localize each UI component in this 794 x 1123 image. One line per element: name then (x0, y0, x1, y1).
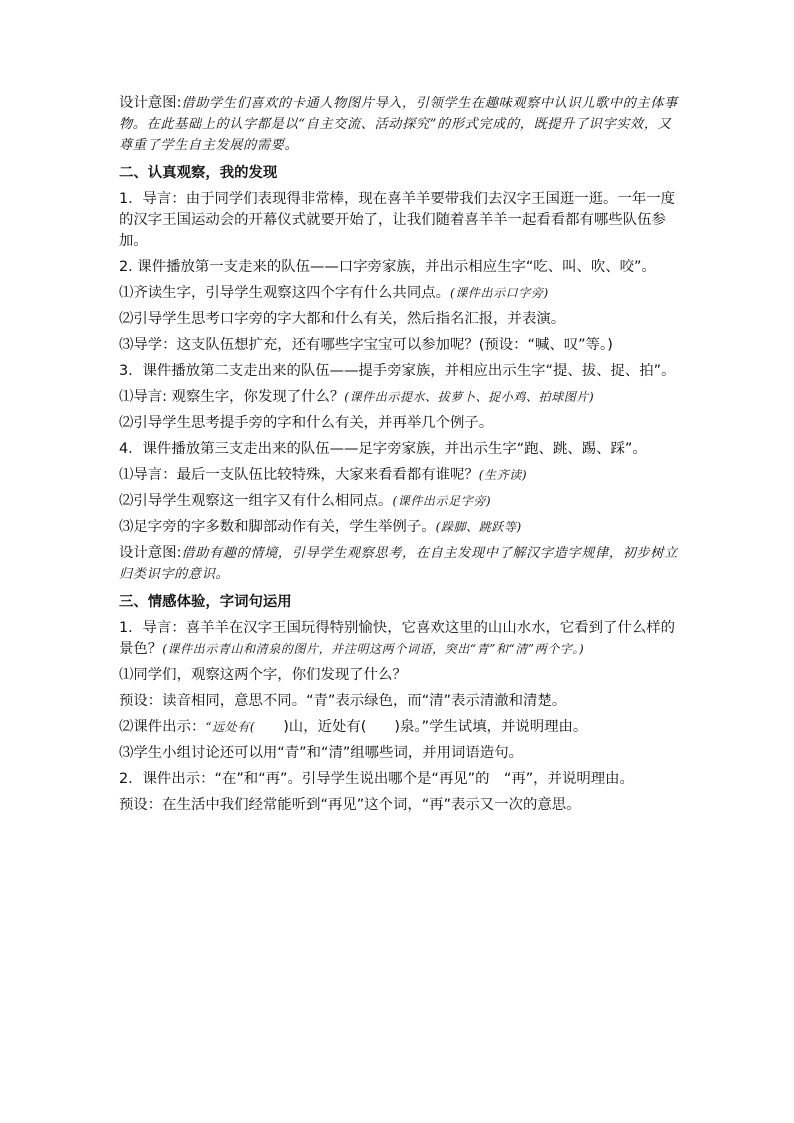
section-heading-2: 二、认真观察，我的发现 (119, 165, 278, 181)
list-item-text: ⑴导言：最后一支队伍比较特殊，大家来看看都有谁呢？ (119, 467, 479, 483)
design-intent-label: 设计意图: (119, 95, 182, 111)
list-item-note: (课件出示提水、拔萝卜、捉小鸡、拍球图片) (344, 390, 595, 404)
paragraph (119, 618, 679, 660)
preset-answer: 预设：在生活中我们经常能听到“再见”这个词，“再”表示又一次的意思。 (119, 797, 581, 813)
fill-blank-text: “远处有( (205, 720, 256, 734)
list-item (119, 491, 679, 512)
document-page (119, 93, 679, 816)
list-item-note: (课件出示口字旁) (450, 286, 549, 300)
paragraph-text: 1．导言：喜羊羊在汉字王国玩得特别愉快，它喜欢这里的山山水水，它看到了什么样的景色？ (119, 620, 676, 657)
list-item: ⑵引导学生思考口字旁的字大都和什么有关，然后指名汇报，并表演。 (119, 311, 566, 327)
design-intent-text: 借助学生们喜欢的卡通人物图片导入，引领学生在趣味观察中认识儿歌中的主体事物。在此基础上的认字都是以“自主交流、活动探究”的形式完成的，既提升了识字实效，又尊重了学生自主发展的需要。 (119, 96, 678, 153)
design-intent-1 (119, 93, 679, 156)
list-item (119, 465, 679, 486)
list-item: ⑶学生小组讨论还可以用“青”和“清”组哪些词，并用词语造句。 (119, 745, 523, 761)
list-item-text: ⑵课件出示： (119, 719, 206, 735)
list-item-text: ⑴导言: 观察生字，你发现了什么？ (119, 389, 345, 405)
list-item (119, 717, 679, 738)
list-item-text: ⑴齐读生字，引导学生观察这四个字有什么共同点。 (119, 285, 450, 301)
list-item-note: (课件出示足字旁) (392, 494, 492, 508)
list-item-text: ⑵引导学生观察这一组字又有什么相同点。 (119, 493, 393, 509)
list-item-note: (跺脚、跳跃等) (435, 520, 522, 534)
paragraph: 3．课件播放第二支走出来的队伍——提手旁家族，并相应出示生字“提、拔、捉、拍”。 (119, 363, 676, 379)
paragraph: 2．课件出示：“在”和“再”。引导学生说出哪个是“再见”的 “再”，并说明理由。 (119, 771, 634, 787)
list-item-note: (生齐读) (478, 468, 528, 482)
design-intent-label: 设计意图: (119, 545, 182, 561)
list-item (119, 387, 679, 408)
paragraph: 1．导言：由于同学们表现得非常棒，现在喜羊羊要带我们去汉字王国逛一逛。一年一度的汉字王国运动会的开幕仪式就要开始了，让我们随着喜羊羊一起看看都有哪些队伍参加。 (119, 191, 676, 249)
paragraph-note: (课件出示青山和清泉的图片，并注明这两个词语，突出“青”和“清”两个字。) (162, 642, 585, 656)
list-item (119, 283, 679, 304)
list-item (119, 517, 679, 538)
design-intent-2 (119, 543, 679, 585)
paragraph: 4．课件播放第三支走出来的队伍——足字旁家族，并出示生字“跑、跳、踢、踩”。 (119, 441, 647, 457)
list-item: ⑴同学们，观察这两个字，你们发现了什么？ (119, 667, 407, 683)
list-item: ⑶导学：这支队伍想扩充，还有哪些字宝宝可以参加呢？(预设：“喊、叹”等。) (119, 337, 613, 353)
design-intent-text: 借助有趣的情境，引导学生观察思考，在自主发现中了解汉字造字规律，初步树立归类识字的意识。 (119, 546, 678, 582)
fill-blank-text: )泉。”学生试填，并说明理由。 (394, 719, 588, 735)
paragraph: 2. 课件播放第一支走来的队伍——口字旁家族，并出示相应生字“吃、叫、吹、咬”。 (119, 259, 656, 275)
section-heading-3: 三、情感体验，字词句运用 (119, 594, 292, 610)
list-item: ⑵引导学生思考提手旁的字和什么有关，并再举几个例子。 (119, 415, 494, 431)
preset-answer: 预设：读音相同，意思不同。“青”表示绿色，而“清”表示清澈和清楚。 (119, 693, 567, 709)
fill-blank-text: )山，近处有( (283, 719, 367, 735)
list-item-text: ⑶足字旁的字多数和脚部动作有关，学生举例子。 (119, 519, 436, 535)
